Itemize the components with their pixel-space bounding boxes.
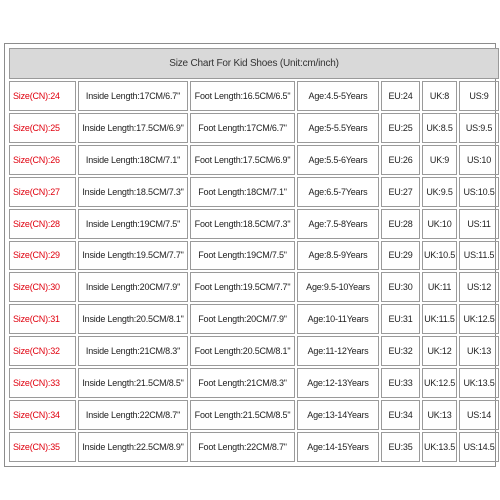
size-cn-cell: Size(CN):31 (9, 304, 76, 334)
uk-size-cell: UK:11.5 (422, 304, 457, 334)
age-cell: Age:12-13Years (297, 368, 379, 398)
eu-size-cell: EU:34 (381, 400, 420, 430)
foot-length-cell: Foot Length:16.5CM/6.5" (190, 81, 295, 111)
size-cn-cell: Size(CN):33 (9, 368, 76, 398)
us-size-cell: US:11.5 (459, 241, 499, 271)
foot-length-cell: Foot Length:17.5CM/6.9" (190, 145, 295, 175)
inside-length-cell: Inside Length:20.5CM/8.1" (78, 304, 188, 334)
age-cell: Age:11-12Years (297, 336, 379, 366)
chart-title: Size Chart For Kid Shoes (Unit:cm/inch) (9, 48, 499, 79)
eu-size-cell: EU:29 (381, 241, 420, 271)
age-cell: Age:5.5-6Years (297, 145, 379, 175)
eu-size-cell: EU:35 (381, 432, 420, 462)
us-size-cell: UK:13 (459, 336, 499, 366)
inside-length-cell: Inside Length:18.5CM/7.3" (78, 177, 188, 207)
size-cn-cell: Size(CN):32 (9, 336, 76, 366)
table-row (9, 432, 499, 462)
uk-size-cell: UK:13.5 (422, 432, 457, 462)
title-row (9, 48, 499, 79)
size-cn-cell: Size(CN):27 (9, 177, 76, 207)
eu-size-cell: EU:30 (381, 272, 420, 302)
age-cell: Age:4.5-5Years (297, 81, 379, 111)
foot-length-cell: Foot Length:20CM/7.9" (190, 304, 295, 334)
uk-size-cell: UK:11 (422, 272, 457, 302)
inside-length-cell: Inside Length:22CM/8.7" (78, 400, 188, 430)
uk-size-cell: UK:10.5 (422, 241, 457, 271)
us-size-cell: UK:12.5 (459, 304, 499, 334)
eu-size-cell: EU:27 (381, 177, 420, 207)
uk-size-cell: UK:10 (422, 209, 457, 239)
age-cell: Age:14-15Years (297, 432, 379, 462)
uk-size-cell: UK:13 (422, 400, 457, 430)
eu-size-cell: EU:26 (381, 145, 420, 175)
table-row (9, 241, 499, 271)
size-cn-cell: Size(CN):35 (9, 432, 76, 462)
table-row (9, 145, 499, 175)
age-cell: Age:6.5-7Years (297, 177, 379, 207)
size-cn-cell: Size(CN):30 (9, 272, 76, 302)
inside-length-cell: Inside Length:19.5CM/7.7" (78, 241, 188, 271)
foot-length-cell: Foot Length:21.5CM/8.5" (190, 400, 295, 430)
size-cn-cell: Size(CN):24 (9, 81, 76, 111)
size-cn-cell: Size(CN):28 (9, 209, 76, 239)
uk-size-cell: UK:8 (422, 81, 457, 111)
eu-size-cell: EU:31 (381, 304, 420, 334)
us-size-cell: US:11 (459, 209, 499, 239)
inside-length-cell: Inside Length:21CM/8.3" (78, 336, 188, 366)
age-cell: Age:8.5-9Years (297, 241, 379, 271)
foot-length-cell: Foot Length:18.5CM/7.3" (190, 209, 295, 239)
foot-length-cell: Foot Length:22CM/8.7" (190, 432, 295, 462)
size-cn-cell: Size(CN):29 (9, 241, 76, 271)
foot-length-cell: Foot Length:18CM/7.1" (190, 177, 295, 207)
eu-size-cell: EU:32 (381, 336, 420, 366)
foot-length-cell: Foot Length:19CM/7.5" (190, 241, 295, 271)
uk-size-cell: UK:12 (422, 336, 457, 366)
age-cell: Age:13-14Years (297, 400, 379, 430)
size-cn-cell: Size(CN):34 (9, 400, 76, 430)
age-cell: Age:9.5-10Years (297, 272, 379, 302)
us-size-cell: US:10.5 (459, 177, 499, 207)
us-size-cell: US:10 (459, 145, 499, 175)
table-row (9, 304, 499, 334)
foot-length-cell: Foot Length:17CM/6.7" (190, 113, 295, 143)
eu-size-cell: EU:24 (381, 81, 420, 111)
us-size-cell: US:14.5 (459, 432, 499, 462)
inside-length-cell: Inside Length:21.5CM/8.5" (78, 368, 188, 398)
table-row (9, 113, 499, 143)
inside-length-cell: Inside Length:22.5CM/8.9" (78, 432, 188, 462)
us-size-cell: US:14 (459, 400, 499, 430)
us-size-cell: UK:13.5 (459, 368, 499, 398)
us-size-cell: US:9.5 (459, 113, 499, 143)
size-cn-cell: Size(CN):26 (9, 145, 76, 175)
inside-length-cell: Inside Length:17CM/6.7" (78, 81, 188, 111)
foot-length-cell: Foot Length:20.5CM/8.1" (190, 336, 295, 366)
inside-length-cell: Inside Length:20CM/7.9" (78, 272, 188, 302)
table-row (9, 368, 499, 398)
inside-length-cell: Inside Length:17.5CM/6.9" (78, 113, 188, 143)
uk-size-cell: UK:12.5 (422, 368, 457, 398)
eu-size-cell: EU:28 (381, 209, 420, 239)
uk-size-cell: UK:8.5 (422, 113, 457, 143)
age-cell: Age:5-5.5Years (297, 113, 379, 143)
size-cn-cell: Size(CN):25 (9, 113, 76, 143)
table-row (9, 336, 499, 366)
size-chart-table (7, 46, 500, 464)
age-cell: Age:10-11Years (297, 304, 379, 334)
foot-length-cell: Foot Length:19.5CM/7.7" (190, 272, 295, 302)
age-cell: Age:7.5-8Years (297, 209, 379, 239)
us-size-cell: US:9 (459, 81, 499, 111)
table-row (9, 177, 499, 207)
foot-length-cell: Foot Length:21CM/8.3" (190, 368, 295, 398)
uk-size-cell: UK:9.5 (422, 177, 457, 207)
inside-length-cell: Inside Length:18CM/7.1" (78, 145, 188, 175)
table-row (9, 81, 499, 111)
eu-size-cell: EU:25 (381, 113, 420, 143)
inside-length-cell: Inside Length:19CM/7.5" (78, 209, 188, 239)
us-size-cell: US:12 (459, 272, 499, 302)
eu-size-cell: EU:33 (381, 368, 420, 398)
uk-size-cell: UK:9 (422, 145, 457, 175)
table-row (9, 209, 499, 239)
table-row (9, 400, 499, 430)
table-row (9, 272, 499, 302)
size-chart-frame (4, 43, 496, 467)
